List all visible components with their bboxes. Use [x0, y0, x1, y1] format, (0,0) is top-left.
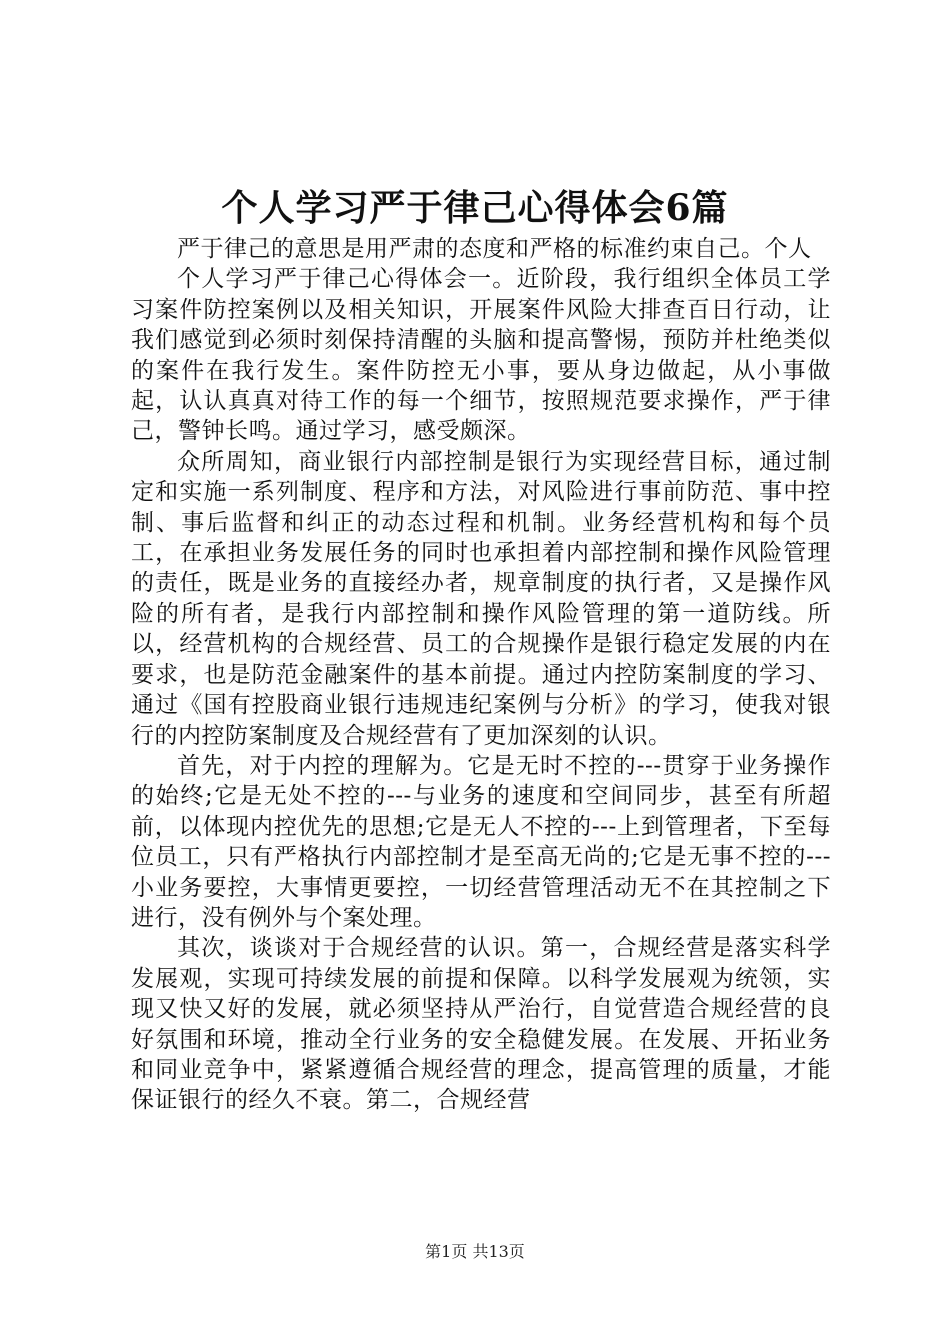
page-number-footer: 第1页 共13页 — [425, 1242, 525, 1261]
paragraph-2: 个人学习严于律己心得体会一。近阶段，我行组织全体员工学习案件防控案例以及相关知识，开展案件风险大排查百日行动，让我们感觉到必须时刻保持清醒的头脑和提高警惕，预防并杜绝类似的案件在我行发生。案件防控无小事，要从身边做起，从小事做起，认认真真对待工作的每一个细节，按照规范要求操作，严于律己，警钟长鸣。通过学习，感受颇深。 — [131, 266, 831, 445]
paragraph-4: 首先，对于内控的理解为。它是无时不控的---贯穿于业务操作的始终;它是无处不控的---与业务的速度和空间同步，甚至有所超前，以体现内控优先的思想;它是无人不控的---上到管理者，下至每位员工，只有严格执行内部控制才是至高无尚的;它是无事不控的---小业务要控，大事情更要控，一切经营管理活动无不在其控制之下进行，没有例外与个案处理。 — [131, 752, 831, 931]
paragraph-5: 其次，谈谈对于合规经营的认识。第一，合规经营是落实科学发展观，实现可持续发展的前提和保障。以科学发展观为统领，实现又快又好的发展，就必须坚持从严治行，自觉营造合规经营的良好氛围和环境，推动全行业务的安全稳健发展。在发展、开拓业务和同业竞争中，紧紧遵循合规经营的理念，提高管理的质量，才能保证银行的经久不衰。第二，合规经营 — [131, 935, 831, 1114]
document-body — [131, 234, 831, 1116]
paragraph-1: 严于律己的意思是用严肃的态度和严格的标准约束自己。个人 — [177, 236, 812, 262]
paragraph-3: 众所周知，商业银行内部控制是银行为实现经营目标，通过制定和实施一系列制度、程序和方法，对风险进行事前防范、事中控制、事后监督和纠正的动态过程和机制。业务经营机构和每个员工，在承担业务发展任务的同时也承担着内部控制和操作风险管理的责任，既是业务的直接经办者，规章制度的执行者，又是操作风险的所有者，是我行内部控制和操作风险管理的第一道防线。所以，经营机构的合规经营、员工的合规操作是银行稳定发展的内在要求，也是防范金融案件的基本前提。通过内控防案制度的学习、通过《国有控股商业银行违规违纪案例与分析》的学习，使我对银行的内控防案制度及合规经营有了更加深刻的认识。 — [131, 448, 831, 749]
document-title: 个人学习严于律己心得体会6篇 — [221, 187, 729, 229]
